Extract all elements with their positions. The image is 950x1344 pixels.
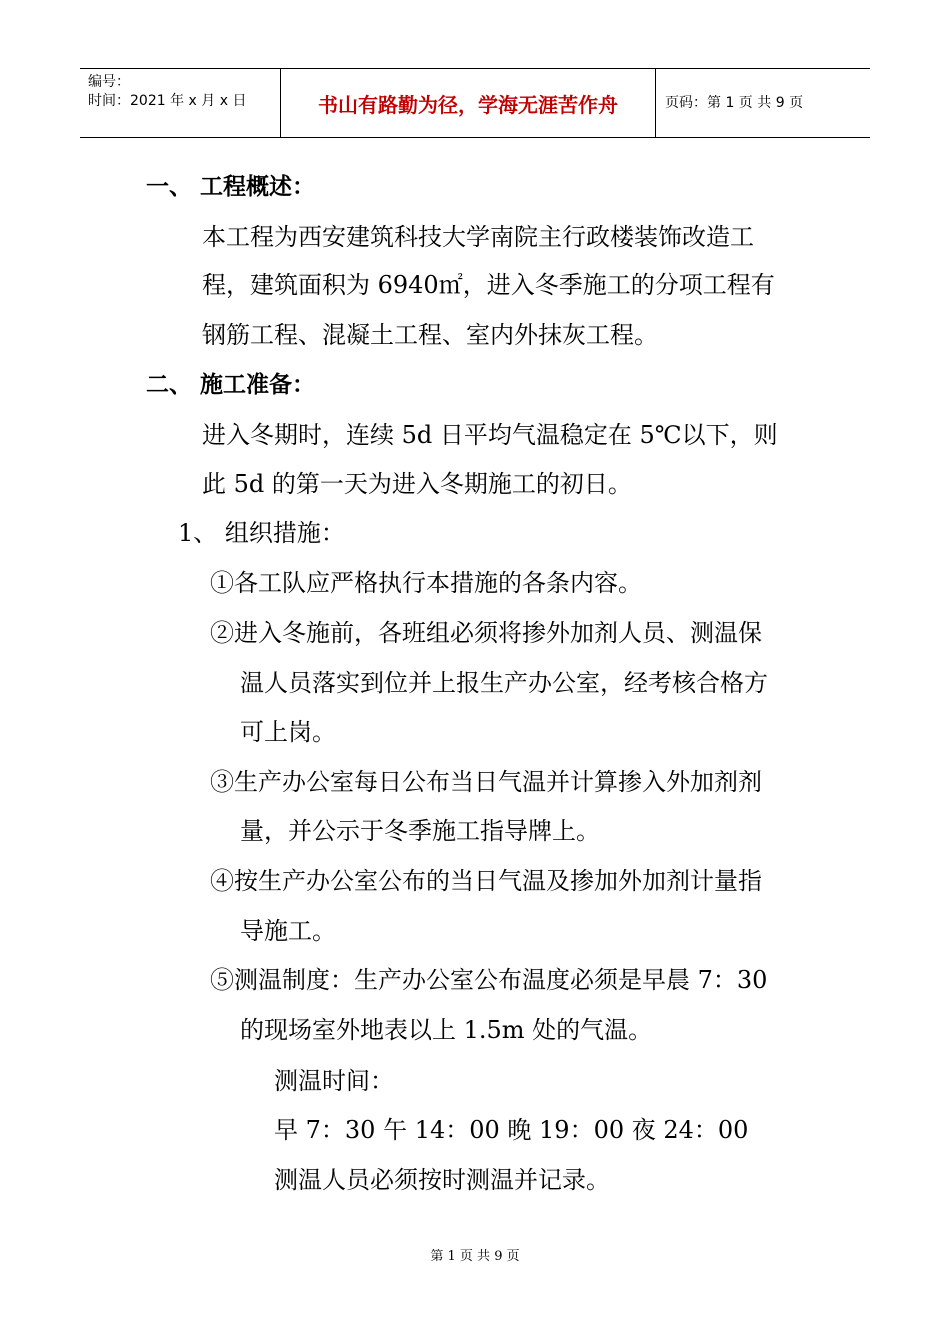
section2-heading: 二、 施工准备： bbox=[146, 372, 316, 398]
temp-record-note: 测温人员必须按时测温并记录。 bbox=[274, 1166, 610, 1194]
list-item-cont: 的现场室外地表以上 1.5m 处的气温。 bbox=[240, 1016, 653, 1044]
temp-times: 早 7：30 午 14：00 晚 19：00 夜 24：00 bbox=[274, 1116, 749, 1144]
list-item: ②进入冬施前，各班组必须将掺外加剂人员、测温保 bbox=[210, 619, 762, 647]
motto-text: 书山有路勤为径，学海无涯苦作舟 bbox=[318, 92, 618, 117]
list-item-cont: 温人员落实到位并上报生产办公室，经考核合格方 bbox=[240, 669, 768, 697]
page-info: 页码：第 1 页 共 9 页 bbox=[665, 95, 804, 111]
number-label: 编号： bbox=[88, 74, 130, 90]
temp-time-label: 测温时间： bbox=[274, 1067, 394, 1095]
page-footer: 第 1 页 共 9 页 bbox=[430, 1249, 520, 1264]
list-item: ①各工队应严格执行本措施的各条内容。 bbox=[210, 569, 642, 597]
section1-line: 本工程为西安建筑科技大学南院主行政楼装饰改造工 bbox=[202, 223, 754, 251]
header-motto-cell bbox=[280, 69, 656, 137]
list-item: ⑤测温制度：生产办公室公布温度必须是早晨 7：30 bbox=[210, 966, 768, 994]
header-meta bbox=[80, 69, 280, 137]
section1-line: 钢筋工程、混凝土工程、室内外抹灰工程。 bbox=[202, 321, 658, 349]
list-item-cont: 可上岗。 bbox=[240, 718, 336, 746]
section1-line: 程，建筑面积为 6940㎡，进入冬季施工的分项工程有 bbox=[202, 271, 775, 299]
list-item-cont: 导施工。 bbox=[240, 917, 336, 945]
section2-line: 进入冬期时，连续 5d 日平均气温稳定在 5℃以下，则 bbox=[202, 421, 778, 449]
subsection-heading: 1、 组织措施： bbox=[178, 519, 345, 547]
time-label: 时间：2021 年 x 月 x 日 bbox=[88, 93, 247, 109]
list-item: ③生产办公室每日公布当日气温并计算掺入外加剂剂 bbox=[210, 768, 762, 796]
list-item: ④按生产办公室公布的当日气温及掺加外加剂计量指 bbox=[210, 867, 762, 895]
header-page-cell bbox=[655, 69, 870, 137]
section1-heading: 一、 工程概述： bbox=[146, 174, 316, 200]
list-item-cont: 量，并公示于冬季施工指导牌上。 bbox=[240, 817, 600, 845]
page-header bbox=[80, 68, 870, 138]
section2-line: 此 5d 的第一天为进入冬期施工的初日。 bbox=[202, 470, 632, 498]
